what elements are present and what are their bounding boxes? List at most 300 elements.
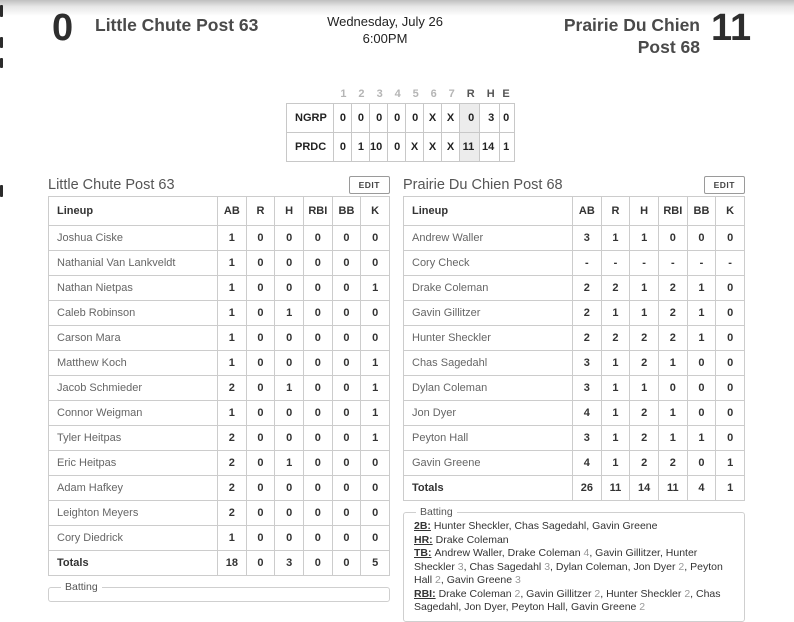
stat-value: 4 [573, 401, 602, 426]
stat-value: 1 [361, 351, 390, 376]
away-boxscore-title: Little Chute Post 63 [48, 177, 175, 193]
player-row [404, 376, 745, 401]
stat-value: 1 [601, 401, 630, 426]
result-header: E [502, 88, 510, 100]
stat-value: 0 [303, 376, 332, 401]
stat-value: 1 [630, 301, 659, 326]
player-row [49, 401, 390, 426]
stat-value: 0 [303, 526, 332, 551]
stat-value: 0 [275, 526, 304, 551]
hits-total: 14 [480, 133, 500, 162]
column-header: BB [687, 197, 716, 226]
player-name: Connor Weigman [49, 401, 218, 426]
player-name: Nathanial Van Lankveldt [49, 251, 218, 276]
player-row [49, 326, 390, 351]
batting-text-part: , Gavin Greene [440, 574, 515, 586]
stat-value: 1 [218, 251, 247, 276]
inning-header: 7 [448, 88, 455, 100]
stat-value: 0 [716, 426, 745, 451]
stat-value: 1 [687, 326, 716, 351]
stat-value: 0 [687, 351, 716, 376]
inning-score: 10 [370, 133, 388, 162]
stat-value: 1 [601, 451, 630, 476]
stat-value: 0 [361, 301, 390, 326]
player-name: Hunter Sheckler [404, 326, 573, 351]
player-row [404, 226, 745, 251]
stat-value: 1 [630, 276, 659, 301]
stat-value: - [658, 251, 687, 276]
stat-value: 2 [573, 276, 602, 301]
player-row [49, 251, 390, 276]
stat-value: 1 [658, 426, 687, 451]
stat-value: 0 [246, 251, 275, 276]
away-boxscore-title-row [48, 176, 390, 194]
totals-value: 0 [303, 551, 332, 576]
stat-value: 0 [246, 451, 275, 476]
batting-text-part: 4 [583, 547, 590, 559]
stat-value: 2 [630, 426, 659, 451]
errors-total: 0 [500, 104, 515, 133]
stat-value: 1 [361, 376, 390, 401]
batting-line [414, 534, 734, 548]
batting-text-part: , Dylan Coleman, Jon Dyer [550, 560, 679, 573]
home-team-line1: Prairie Du Chien [563, 15, 700, 35]
stat-value: 1 [601, 351, 630, 376]
batting-stat-text [414, 547, 723, 586]
player-row [49, 426, 390, 451]
player-row [49, 276, 390, 301]
stat-value: 0 [332, 301, 361, 326]
stat-value: 3 [573, 351, 602, 376]
player-name: Tyler Heitpas [49, 426, 218, 451]
stat-value: 0 [332, 476, 361, 501]
column-header: K [716, 197, 745, 226]
player-row [404, 401, 745, 426]
stat-value: 2 [658, 276, 687, 301]
totals-row [49, 551, 390, 576]
stat-value: 0 [687, 226, 716, 251]
stat-value: 0 [275, 276, 304, 301]
inning-score: 0 [406, 104, 424, 133]
player-name: Andrew Waller [404, 226, 573, 251]
stat-value: - [630, 251, 659, 276]
inning-score: 0 [388, 133, 406, 162]
column-header: RBI [303, 197, 332, 226]
stat-value: 2 [573, 301, 602, 326]
stat-value: 1 [275, 376, 304, 401]
lineup-header-row [49, 197, 390, 226]
column-header: RBI [658, 197, 687, 226]
linescore-table [286, 85, 515, 162]
stat-value: 1 [218, 351, 247, 376]
stat-value: 1 [601, 376, 630, 401]
stat-value: - [716, 251, 745, 276]
stat-value: 1 [601, 226, 630, 251]
batting-text-part: , Peyton Hall [414, 560, 723, 586]
column-header: H [630, 197, 659, 226]
away-edit-button[interactable]: EDIT [349, 176, 390, 195]
stat-value: 1 [630, 226, 659, 251]
batting-stat-text [434, 520, 658, 532]
column-header: R [601, 197, 630, 226]
stat-value: 0 [716, 276, 745, 301]
stat-value: 1 [361, 276, 390, 301]
batting-text-part: , Gavin Gillitzer, Hunter Sheckler [414, 547, 698, 573]
stat-value: 0 [303, 326, 332, 351]
stat-value: 0 [361, 326, 390, 351]
player-name: Eric Heitpas [49, 451, 218, 476]
stat-value: 1 [218, 276, 247, 301]
away-boxscore [48, 176, 390, 602]
stat-value: 1 [658, 351, 687, 376]
batting-text-part: 2 [514, 587, 521, 600]
stat-value: 1 [218, 526, 247, 551]
column-header: AB [573, 197, 602, 226]
away-lineup-table [48, 196, 390, 576]
batting-text-part: 2 [594, 587, 601, 600]
player-row [49, 351, 390, 376]
stat-value: 2 [218, 501, 247, 526]
errors-total: 1 [500, 133, 515, 162]
stat-value: 0 [687, 401, 716, 426]
player-row [49, 226, 390, 251]
totals-value: 0 [246, 551, 275, 576]
totals-value: 14 [630, 476, 659, 501]
inning-header: 3 [376, 88, 383, 100]
totals-value: 26 [573, 476, 602, 501]
stat-value: 2 [630, 401, 659, 426]
stat-value: 0 [303, 501, 332, 526]
edge-artifact [0, 58, 3, 68]
stat-value: 2 [601, 326, 630, 351]
batting-stat-label: RBI: [414, 587, 436, 600]
player-row [49, 376, 390, 401]
player-name: Chas Sagedahl [404, 351, 573, 376]
stat-value: 0 [716, 326, 745, 351]
stat-value: 0 [332, 426, 361, 451]
edge-artifact [0, 185, 3, 197]
player-row [49, 526, 390, 551]
batting-stat-label: TB: [414, 547, 432, 559]
stat-value: 0 [275, 326, 304, 351]
batting-legend: Batting [420, 506, 453, 518]
totals-row [404, 476, 745, 501]
column-header: R [246, 197, 275, 226]
stat-value: 1 [275, 451, 304, 476]
player-row [404, 426, 745, 451]
batting-text-part: , Gavin Gillitzer [520, 587, 595, 600]
stat-value: 0 [361, 251, 390, 276]
stat-value: 0 [332, 251, 361, 276]
player-row [49, 301, 390, 326]
stat-value: - [601, 251, 630, 276]
stat-value: 0 [332, 326, 361, 351]
batting-text-part: 2 [684, 587, 691, 600]
away-score: 0 [52, 7, 74, 49]
stat-value: 2 [601, 276, 630, 301]
stat-value: 0 [275, 476, 304, 501]
inning-header: 1 [340, 88, 347, 100]
stat-value: 0 [332, 401, 361, 426]
player-name: Peyton Hall [404, 426, 573, 451]
stat-value: 0 [303, 251, 332, 276]
stat-value: 0 [275, 351, 304, 376]
totals-value: 4 [687, 476, 716, 501]
batting-stat-label: HR: [414, 533, 433, 546]
stat-value: 0 [303, 401, 332, 426]
stat-value: 1 [687, 301, 716, 326]
runs-total: 11 [460, 133, 480, 162]
player-row [404, 326, 745, 351]
column-header: BB [332, 197, 361, 226]
batting-text-part: , Hunter Sheckler [600, 587, 685, 600]
totals-value: 11 [601, 476, 630, 501]
game-date-line: Wednesday, July 26 [327, 14, 443, 29]
stat-value: 0 [275, 426, 304, 451]
stat-value: 1 [601, 426, 630, 451]
stat-value: 0 [687, 451, 716, 476]
home-boxscore [403, 176, 745, 622]
home-batting-notes [403, 506, 745, 622]
player-name: Cory Check [404, 251, 573, 276]
inning-score: X [442, 133, 460, 162]
inning-score: 0 [352, 104, 370, 133]
batting-text-part: Andrew Waller, Drake Coleman [434, 547, 584, 559]
edge-artifact [0, 37, 3, 48]
away-batting-notes [48, 581, 390, 602]
stat-value: 1 [361, 426, 390, 451]
player-name: Caleb Robinson [49, 301, 218, 326]
stat-value: 0 [716, 401, 745, 426]
stat-value: 2 [630, 351, 659, 376]
stat-value: 2 [218, 426, 247, 451]
batting-text-part: 2 [435, 574, 441, 586]
linescore-row [287, 133, 515, 162]
stat-value: 0 [303, 351, 332, 376]
stat-value: 0 [275, 401, 304, 426]
player-row [404, 276, 745, 301]
stat-value: 0 [275, 501, 304, 526]
stat-value: 1 [630, 376, 659, 401]
stat-value: 0 [687, 376, 716, 401]
totals-label: Totals [404, 476, 573, 501]
hits-total: 3 [480, 104, 500, 133]
inning-score: X [424, 133, 442, 162]
player-name: Dylan Coleman [404, 376, 573, 401]
stat-value: 1 [218, 226, 247, 251]
batting-stat-text [436, 534, 509, 546]
batting-stat-text [414, 588, 721, 614]
column-header: H [275, 197, 304, 226]
totals-value: 3 [275, 551, 304, 576]
stat-value: 0 [332, 226, 361, 251]
stat-value: 2 [218, 376, 247, 401]
team-abbrev: NGRP [287, 104, 334, 133]
totals-value: 5 [361, 551, 390, 576]
player-name: Jon Dyer [404, 401, 573, 426]
stat-value: 0 [275, 251, 304, 276]
inning-score: 0 [334, 104, 352, 133]
column-header: Lineup [404, 197, 573, 226]
stat-value: 0 [332, 376, 361, 401]
stat-value: 1 [687, 276, 716, 301]
stat-value: 2 [658, 451, 687, 476]
stat-value: 0 [246, 351, 275, 376]
stat-value: 0 [246, 501, 275, 526]
stat-value: 0 [332, 501, 361, 526]
stat-value: 0 [332, 276, 361, 301]
batting-text-part: , Chas Sagedahl, Jon Dyer, Peyton Hall, Gavin Greene [414, 587, 721, 613]
stat-value: 0 [658, 376, 687, 401]
stat-value: 0 [303, 451, 332, 476]
stat-value: 1 [687, 426, 716, 451]
batting-text-part: Hunter Sheckler, Chas Sagedahl, Gavin Greene [433, 520, 658, 532]
player-name: Carson Mara [49, 326, 218, 351]
player-name: Matthew Koch [49, 351, 218, 376]
result-header: H [486, 88, 495, 100]
stat-value: 0 [246, 401, 275, 426]
stat-value: 1 [658, 401, 687, 426]
batting-text-part: 3 [544, 560, 551, 573]
stat-value: - [687, 251, 716, 276]
stat-value: 4 [573, 451, 602, 476]
stat-value: 2 [658, 301, 687, 326]
inning-header: 4 [394, 88, 401, 100]
stat-value: 0 [246, 476, 275, 501]
inning-score: 0 [388, 104, 406, 133]
stat-value: 0 [332, 526, 361, 551]
home-lineup-table [403, 196, 745, 501]
away-team-name: Little Chute Post 63 [95, 15, 259, 35]
player-name: Cory Diedrick [49, 526, 218, 551]
stat-value: 1 [275, 301, 304, 326]
linescore-row [287, 104, 515, 133]
player-row [49, 476, 390, 501]
inning-header: 2 [358, 88, 365, 100]
runs-total: 0 [460, 104, 480, 133]
stat-value: 0 [246, 376, 275, 401]
edge-artifact [0, 5, 3, 17]
stat-value: 0 [361, 226, 390, 251]
stat-value: 3 [573, 376, 602, 401]
totals-value: 11 [658, 476, 687, 501]
batting-text-part: Drake Coleman [438, 587, 515, 600]
inning-header: 5 [412, 88, 419, 100]
linescore-header-row [287, 85, 515, 104]
stat-value: 2 [573, 326, 602, 351]
stat-value: 0 [246, 326, 275, 351]
stat-value: 0 [303, 226, 332, 251]
stat-value: 2 [630, 326, 659, 351]
batting-text-part: 2 [639, 601, 646, 613]
column-header: K [361, 197, 390, 226]
column-header: AB [218, 197, 247, 226]
stat-value: 0 [361, 476, 390, 501]
stat-value: 0 [303, 476, 332, 501]
player-name: Nathan Nietpas [49, 276, 218, 301]
totals-value: 0 [332, 551, 361, 576]
player-name: Drake Coleman [404, 276, 573, 301]
inning-score: 1 [352, 133, 370, 162]
home-score: 11 [711, 7, 752, 49]
linescore-corner [287, 85, 334, 104]
stat-value: 0 [246, 301, 275, 326]
player-row [49, 451, 390, 476]
stat-value: 0 [716, 301, 745, 326]
column-header: Lineup [49, 197, 218, 226]
batting-line [414, 520, 734, 534]
batting-legend: Batting [65, 581, 98, 593]
inning-score: X [424, 104, 442, 133]
player-name: Gavin Greene [404, 451, 573, 476]
totals-value: 18 [218, 551, 247, 576]
stat-value: 0 [303, 301, 332, 326]
stat-value: 2 [630, 451, 659, 476]
stat-value: 0 [361, 526, 390, 551]
home-edit-button[interactable]: EDIT [704, 176, 745, 195]
player-row [404, 451, 745, 476]
stat-value: - [573, 251, 602, 276]
player-name: Jacob Schmieder [49, 376, 218, 401]
stat-value: 0 [303, 276, 332, 301]
stat-value: 0 [361, 501, 390, 526]
result-header: R [466, 88, 475, 100]
inning-score: 0 [370, 104, 388, 133]
batting-text-part: 3 [457, 560, 464, 573]
batting-text-part: 3 [514, 574, 521, 586]
inning-score: X [442, 104, 460, 133]
stat-value: 0 [275, 226, 304, 251]
stat-value: 0 [246, 526, 275, 551]
stat-value: 0 [361, 451, 390, 476]
stat-value: 1 [601, 301, 630, 326]
player-row [404, 301, 745, 326]
stat-value: 0 [658, 226, 687, 251]
totals-label: Totals [49, 551, 218, 576]
batting-stat-label: 2B: [414, 520, 431, 532]
inning-score: X [406, 133, 424, 162]
team-abbrev: PRDC [287, 133, 334, 162]
player-name: Leighton Meyers [49, 501, 218, 526]
stat-value: 0 [332, 351, 361, 376]
stat-value: 1 [218, 301, 247, 326]
lineup-header-row [404, 197, 745, 226]
stat-value: 3 [573, 226, 602, 251]
player-row [49, 501, 390, 526]
stat-value: 2 [658, 326, 687, 351]
stat-value: 2 [218, 451, 247, 476]
stat-value: 0 [716, 376, 745, 401]
stat-value: 3 [573, 426, 602, 451]
stat-value: 0 [716, 226, 745, 251]
stat-value: 0 [246, 426, 275, 451]
player-name: Adam Hafkey [49, 476, 218, 501]
inning-score: 0 [334, 133, 352, 162]
home-boxscore-title: Prairie Du Chien Post 68 [403, 177, 563, 193]
home-team-line2: Post 68 [637, 37, 700, 57]
totals-value: 1 [716, 476, 745, 501]
batting-text-part: Drake Coleman [435, 533, 509, 546]
batting-line [414, 588, 734, 615]
stat-value: 1 [218, 326, 247, 351]
player-row [404, 251, 745, 276]
player-row [404, 351, 745, 376]
stat-value: 0 [716, 351, 745, 376]
game-datetime [285, 13, 485, 47]
home-boxscore-title-row [403, 176, 745, 194]
stat-value: 1 [716, 451, 745, 476]
stat-value: 0 [332, 451, 361, 476]
